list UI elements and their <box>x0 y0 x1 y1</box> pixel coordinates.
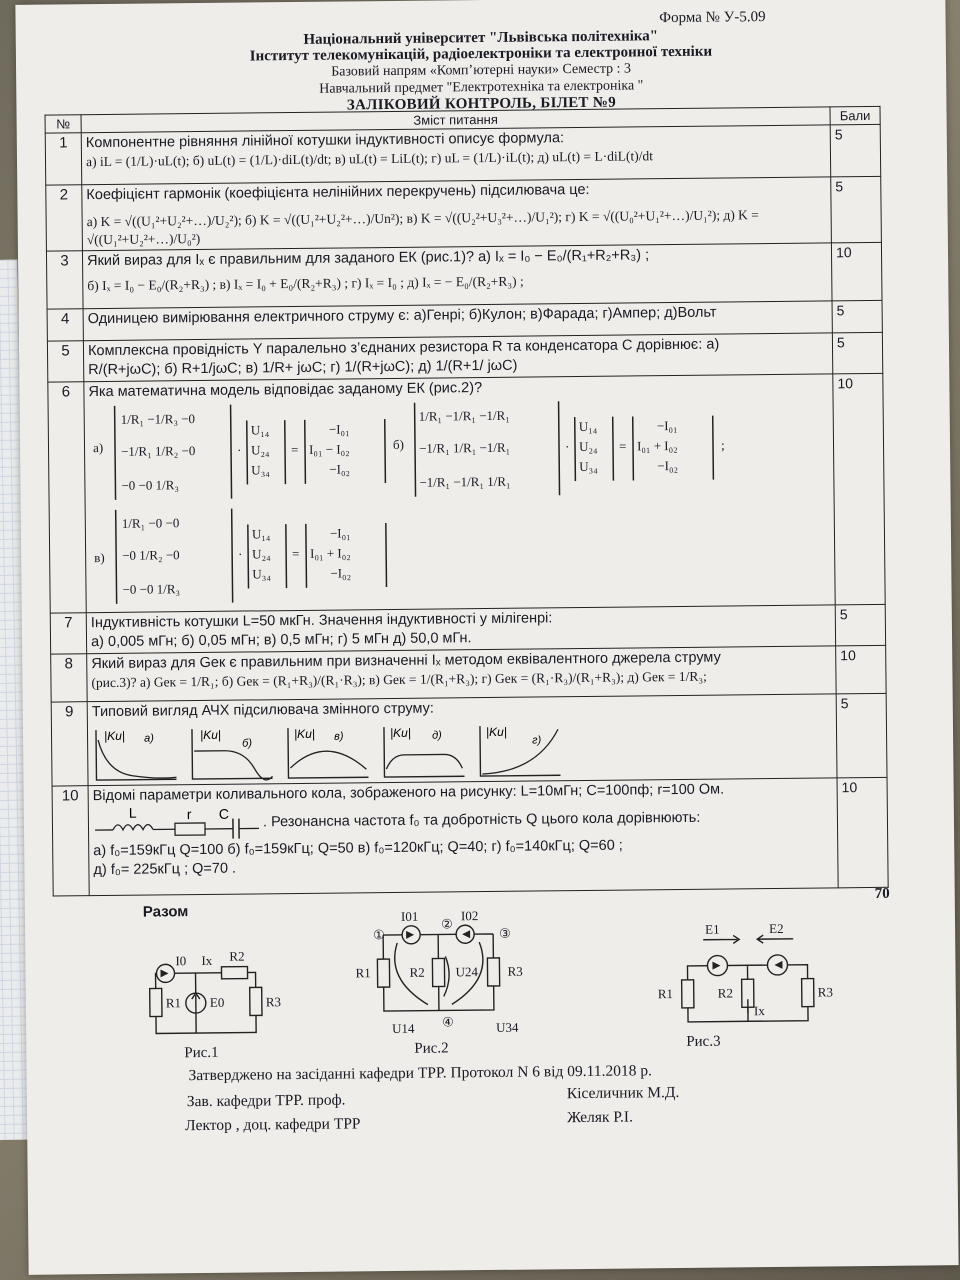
figure-3-caption: Рис.3 <box>686 1033 721 1050</box>
rhs-v-1: −I₀₁ <box>329 525 351 541</box>
fig3-label-R2: R2 <box>717 985 734 1001</box>
question-text: Який вираз для Iₓ є правильним для заданого ЕК (рис.1)? а) Iₓ = I₀ − E₀/(R₁+R₂+R₃) ; <box>86 247 650 270</box>
question-content <box>82 177 832 251</box>
u-vector-v-2: U₂₄ <box>252 546 271 562</box>
fig3-label-Ix: Ix <box>753 1003 765 1019</box>
question-row <box>48 373 885 613</box>
rhs-b-3: −I₀₂ <box>657 457 679 474</box>
question-points: 5 <box>830 124 881 177</box>
question-points: 10 <box>833 373 885 605</box>
fig1-label-E0: E0 <box>209 994 225 1010</box>
u-vector-a-2: U₂₄ <box>250 442 270 458</box>
svg-text:;: ; <box>720 437 725 453</box>
question-text: Одиницею вимірювання електричного струму є: а)Генрі; б)Кулон; в)Фарада; г)Ампер; д)Вольт <box>87 304 717 328</box>
question-content <box>88 778 838 896</box>
svg-text:=: = <box>290 441 299 458</box>
col-number-header: № <box>45 115 81 133</box>
question-number: 1 <box>45 133 82 185</box>
rhs-v-2: I₀₁ + I₀₂ <box>310 545 351 561</box>
question-number: 2 <box>46 185 83 251</box>
question-content <box>87 646 836 702</box>
graph-option-a <box>92 725 181 784</box>
question-row <box>52 777 888 896</box>
question-text: Відомі параметри коливального кола, зображеного на рисунку: L=10мГн; C=100пф; r=100 Ом. <box>92 781 725 805</box>
fig3-label-R3: R3 <box>817 984 834 1000</box>
total-label: Разом <box>142 903 189 921</box>
answer-options: а) K = √((U₁²+U₂²+…)/U₂²); б) K = √((U₁²+U₂²+…)/Un²); в) K = √((U₂²+U₃²+…)/U₁²); г) K = √((U₀²+U₁²+…)/U₁²); д) K = √((U₁²+U₂²+…)/U₀²) <box>86 207 759 248</box>
fig1-label-R2: R2 <box>229 948 245 964</box>
u-vector-b-1: U₁₄ <box>578 418 598 435</box>
answer-options: R/(R+jωC); б) R+1/jωC; в) 1/R+ jωC; г) 1/(R+jωC); д) 1/(R+1/ jωC) <box>88 357 518 379</box>
fig2-node-1: ① <box>373 927 385 943</box>
u-vector-v-3: U₃₄ <box>252 566 271 582</box>
question-points: 10 <box>831 242 882 301</box>
head-of-department-name: Кіселичник М.Д. <box>566 1084 680 1103</box>
rlc-circuit <box>93 804 263 842</box>
question-row <box>46 176 882 251</box>
fig2-label-R2: R2 <box>409 964 425 980</box>
col-content-header: Зміст питання <box>81 107 830 133</box>
fig2-node-3: ③ <box>499 925 511 941</box>
col-points-header: Бали <box>830 106 880 125</box>
matrix-v-row3: −0 −0 1/R₃ <box>122 581 181 597</box>
question-points: 10 <box>836 645 886 694</box>
question-text: Який вираз для Gек є правильним при визначенні Iₓ методом еквівалентного джерела струму <box>91 649 721 673</box>
direction-semester: Базовий напрям «Комп’ютерні науки» Семестр : 3 <box>331 61 632 80</box>
fig2-label-I02: I02 <box>460 908 479 924</box>
form-number: Форма № У-5.09 <box>659 9 766 27</box>
fig1-label-Ix: Ix <box>201 952 213 969</box>
fig1-label-R1: R1 <box>165 995 182 1011</box>
u-vector-b-2: U₂₄ <box>578 438 598 455</box>
inductor-label: L <box>128 804 137 821</box>
head-of-department-title: Зав. кафедри ТРР. проф. <box>186 1091 346 1111</box>
question-number: 3 <box>46 251 83 309</box>
graph-option-d <box>380 722 469 781</box>
matrix-b-row2: −1/R₁ 1/R₁ −1/R₁ <box>418 439 511 456</box>
fig2-node-2: ② <box>440 916 453 932</box>
question-row <box>45 124 880 185</box>
question-number: 4 <box>47 309 83 341</box>
answer-options: а) iL = (1/L)·uL(t); б) uL(t) = (1/L)·diL(t)/dt; в) uL(t) = LiL(t); г) uL = (1/L)·iL(t); д) uL(t) = L·diL(t)/dt <box>85 148 654 170</box>
svg-text:·: · <box>238 546 243 562</box>
approval-line: Затверджено на засіданні кафедри ТРР. Протокол N 6 від 09.11.2018 р. <box>188 1062 652 1085</box>
graph-label: |Ku| <box>389 725 412 741</box>
question-text: Типовий вигляд АЧХ підсилювача змінного струму: <box>91 700 434 721</box>
fig1-label-I0: I0 <box>175 953 187 969</box>
questions-table <box>45 106 889 897</box>
question-points: 5 <box>832 300 882 333</box>
u-vector-b-3: U₃₄ <box>579 458 598 475</box>
question-row <box>46 242 882 309</box>
answer-options: а) 0,005 мГн; б) 0,05 мГн; в) 0,5 мГн; г) 5 мГн д) 50,0 мГн. <box>90 630 472 651</box>
question-text: Коефіцієнт гармонік (коефіцієнта нелінійних перекручень) підсилювача це: <box>86 181 590 204</box>
u-vector-a-1: U₁₄ <box>250 422 270 438</box>
option-a-label: а) <box>92 440 104 456</box>
matrix-b-row1: 1/R₁ −1/R₁ −1/R₁ <box>418 407 510 424</box>
answer-options-2: д) f₀= 225кГц ; Q=70 . <box>93 860 237 879</box>
total-points: 70 <box>874 885 890 902</box>
question-number: 8 <box>51 654 88 702</box>
fig2-label-U14: U14 <box>392 1020 415 1037</box>
question-row <box>51 645 886 702</box>
fig3-label-R1: R1 <box>657 986 674 1002</box>
capacitor-label: C <box>218 805 230 822</box>
lecturer-title: Лектор , доц. кафедри ТРР <box>185 1115 361 1135</box>
university-name: Національний університет "Львівська політехніка" <box>303 28 659 48</box>
figure-1-caption: Рис.1 <box>184 1044 219 1062</box>
graph-label: |Ku| <box>103 728 126 744</box>
matrix-a-row3: −0 −0 1/R₃ <box>121 477 179 493</box>
ticket-title: ЗАЛІКОВИЙ КОНТРОЛЬ, БІЛЕТ №9 <box>346 94 617 114</box>
graph-letter: д) <box>432 729 442 742</box>
lecturer-name: Желяк Р.І. <box>566 1108 634 1127</box>
graph-option-g <box>476 721 565 780</box>
question-content <box>84 374 835 613</box>
matrix-b-row3: −1/R₁ −1/R₁ 1/R₁ <box>419 473 511 490</box>
svg-text:·: · <box>564 439 570 455</box>
question-number: 10 <box>52 786 89 896</box>
question-text: Компонентне рівняння лінійної котушки індуктивності описує формула: <box>85 130 565 152</box>
svg-text:=: = <box>292 545 300 562</box>
resistor-label: r <box>186 806 192 823</box>
graph-label: |Ku| <box>293 726 316 742</box>
fig2-label-I01: I01 <box>400 908 419 924</box>
answer-options: б) Iₓ = I₀ − E₀/(R₂+R₃) ; в) Iₓ = I₀ + E₀/(R₂+R₃) ; г) Iₓ = I₀ ; д) Iₓ = − E₀/(R₂+R₃) ; <box>87 273 524 294</box>
fig2-label-R3: R3 <box>507 963 523 979</box>
fig2-label-R1: R1 <box>355 965 371 981</box>
question-content <box>87 694 837 786</box>
question-row <box>51 693 887 786</box>
question-content <box>81 125 831 185</box>
fig3-label-E1: E1 <box>705 921 720 937</box>
graph-label: |Ku| <box>485 724 508 740</box>
question-points: 5 <box>836 693 887 778</box>
svg-text:·: · <box>236 442 242 458</box>
institute-name: Інститут телекомунікацій, радіоелектроніки та електронної техніки <box>249 43 713 65</box>
matrix-a-row1: 1/R₁ −1/R₃ −0 <box>120 411 196 427</box>
subject-name: Навчальний предмет "Електротехніка та електроніка " <box>319 78 644 97</box>
question-text: Комплексна провідність Y паралельно з’єднаних резистора R та конденсатора C дорівнює: а) <box>87 336 720 360</box>
exam-ticket-sheet <box>15 0 958 1275</box>
question-number: 7 <box>50 613 86 654</box>
question-content <box>82 243 832 309</box>
graph-letter: б) <box>242 737 253 750</box>
frequency-response-graphs <box>92 718 833 784</box>
figure-1-circuit <box>135 942 296 1044</box>
graph-option-b <box>188 724 277 783</box>
graph-letter: в) <box>334 730 344 743</box>
fig3-label-E2: E2 <box>769 920 784 937</box>
matrix-v-row2: −0 1/R₂ −0 <box>122 547 180 563</box>
question-points: 5 <box>835 604 885 646</box>
matrix-equations <box>89 394 831 608</box>
u-vector-a-3: U₃₄ <box>251 462 270 478</box>
question-number: 6 <box>48 382 86 613</box>
rhs-a-2: I₀₁ − I₀₂ <box>308 441 350 457</box>
fig1-label-R3: R3 <box>265 994 282 1010</box>
rhs-v-3: −I₀₂ <box>330 565 352 581</box>
circuit-note: . Резонансна частота f₀ та добротність Q цього кола дорівнюють: <box>262 809 701 830</box>
rhs-b-1: −I₀₁ <box>656 417 678 434</box>
u-vector-v-1: U₁₄ <box>251 526 271 542</box>
rhs-a-3: −I₀₂ <box>329 461 351 477</box>
svg-text:=: = <box>618 438 627 454</box>
question-number: 9 <box>51 702 88 786</box>
graph-label: |Ku| <box>199 727 222 743</box>
question-text: Яка математична модель відповідає заданому ЕК (рис.2)? <box>88 380 483 401</box>
question-points: 10 <box>837 777 888 888</box>
matrix-v-row1: 1/R₁ −0 −0 <box>121 515 180 531</box>
figure-2-caption: Рис.2 <box>414 1040 449 1057</box>
fig2-node-4: ④ <box>441 1014 454 1030</box>
figure-3-circuit <box>651 916 852 1028</box>
question-text: Індуктивність котушки L=50 мкГн. Значення індуктивності у мілігенрі: <box>90 610 553 632</box>
fig2-label-U34: U34 <box>496 1019 519 1035</box>
rhs-a-1: −I₀₁ <box>328 421 350 437</box>
answer-options: а) f₀=159кГц Q=100 б) f₀=159кГц; Q=50 в) f₀=120кГц; Q=40; г) f₀=140кГц; Q=60 ; <box>93 837 623 860</box>
question-number: 5 <box>47 341 83 382</box>
graph-letter: а) <box>144 732 154 745</box>
question-points: 5 <box>831 176 882 243</box>
option-b-label: б) <box>392 436 405 452</box>
answer-options: (рис.3)? а) Gек = 1/R₁; б) Gек = (R₁+R₃)/(R₁·R₃); в) Gек = 1/(R₁+R₃); г) Gек = (R₁·R₃)/(R₁+R₃); д) Gек = 1/R₃; <box>91 668 707 691</box>
rhs-b-2: I₀₁ + I₀₂ <box>636 437 678 454</box>
graph-letter: г) <box>532 734 542 747</box>
option-v-label: в) <box>94 550 105 566</box>
matrix-a-row2: −1/R₁ 1/R₂ −0 <box>120 443 196 459</box>
fig2-label-U24: U24 <box>455 964 478 980</box>
figure-2-circuit <box>343 905 554 1037</box>
graph-option-v <box>284 723 373 782</box>
question-points: 5 <box>832 332 882 374</box>
